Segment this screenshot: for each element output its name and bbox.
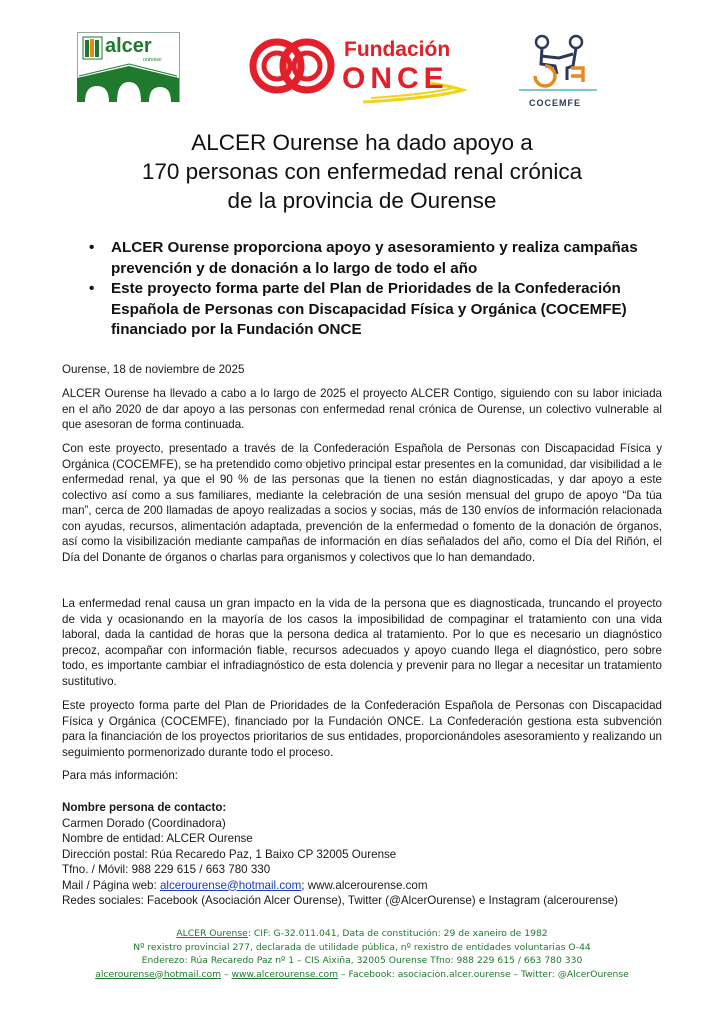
contact-email-link[interactable]: alcerourense@hotmail.com [159,878,302,892]
title-line-1: ALCER Ourense ha dado apoyo a [191,130,533,155]
alcer-logo-subname: ourense [143,57,162,63]
highlight-item [88,238,648,279]
contact-mail-web [62,878,682,894]
footer [0,927,724,981]
title-line-3: de la provincia de Ourense [227,188,497,213]
highlights-list [88,238,648,341]
cocemfe-logo [505,28,605,113]
contact-address: Dirección postal: Rúa Recaredo Paz, 1 Baixo CP 32005 Ourense [62,847,397,861]
contact-web: ; www.alcerourense.com [301,878,428,892]
alcer-logo-name: alcer [105,35,152,57]
paragraph: Este proyecto forma parte del Plan de Prioridades de la Confederación Española de Personas con Discapacidad Física y Orgánica (COCEMFE), financiado por la Fundación ONCE. La Confederación gestiona esta subvención para la financiación de los proyectos prioritarios de sus entidades, proporcionándoles asesoramiento y realizando un seguimiento pormenorizado durante todo el proceso. [62,699,662,759]
contact-entity: Nombre de entidad: ALCER Ourense [62,832,253,845]
once-logo-line1: Fundación [344,38,451,61]
highlight-text: Este proyecto forma parte del Plan de Prioridades de la Confederación Española de Personas con Discapacidad Física y Orgánica (COCEMFE) financiado por la Fundación ONCE [111,280,627,338]
footer-org-link[interactable]: ALCER Ourense [176,928,248,939]
footer-social: – Facebook: asociacion.alcer.ourense – Twitter: @AlcerOurense [338,968,629,980]
press-release-title [0,128,724,215]
paragraph: ALCER Ourense ha llevado a cabo a lo largo de 2025 el proyecto ALCER Contigo, siguiendo con su labor iniciada en el año 2020 de dar apoyo a las personas con enfermedad renal crónica de Ourense, un colectivo vulnerable al que asesoran de forma continuada. [62,387,662,431]
bullet-icon: • [89,280,95,297]
contact-mail-label: Mail / Página web: [62,878,160,892]
contact-person: Carmen Dorado (Coordinadora) [62,816,226,830]
paragraph: La enfermedad renal causa un gran impacto en la vida de la persona que es diagnosticada, truncando el proyecto de vida y ocasionando en la mayoría de los casos la imposibilidad de compaginar el tratamiento con una vida laboral, dada la cantidad de horas que la persona dedica al tratamiento. Por lo que es necesario un diagnóstico precoz, acompañar con información fiable, recursos adecuados y apoyo cuando llega el diagnóstico, pero sobre todo, es importante cambiar el infradiagnóstico de esta dolencia y prevenir para no llegar a necesitar un tratamiento sustitutivo. [62,597,662,688]
contact-heading: Nombre persona de contacto: [62,801,227,814]
paragraph: Con este proyecto, presentado a través de la Confederación Española de Personas con Discapacidad Física y Orgánica (COCEMFE), se ha pretendido como objetivo principal estar presentes en la comunidad, dar visibilidad a le enfermedad renal, ya que el 90 % de las personas que la tienen no están diagnosticadas, y dar apoyo a este colectivo así como a sus familiares, mediante la celebración de una sesión mensual del grupo de apoyo “Da túa man”, cerca de 200 llamadas de apoyo realizadas a socios y socias, más de 130 envíos de información relacionada con ayudas, recursos, alimentación adaptada, prevención de la enfermedad o fomento de la donación de órganos, así como la visibilización mediante campañas de información en días señalados del año, como el Día del Riñón, el Día del Donante de órganos o charlas para organismos y colectivos que lo han demandado. [62,442,662,564]
highlight-text: ALCER Ourense proporciona apoyo y asesoramiento y realiza campañas prevención y de donación a lo largo de todo el año [111,239,638,277]
footer-separator: – [221,968,232,980]
contact-phone: Tfno. / Móvil: 988 229 615 / 663 780 330 [62,863,271,876]
footer-line-2: Nº rexistro provincial 277, declarada de utilidade pública, nº rexistro de entidades voluntarias O-44 [133,941,591,953]
logo-header [0,28,724,118]
cocemfe-figures-icon [505,28,605,96]
footer-line-1 [0,927,724,941]
fundacion-once-logo [245,36,470,106]
cocemfe-logo-name: COCEMFE [529,98,581,108]
footer-line-3: Enderezo: Rúa Recaredo Paz nº 1 – CIS Aixiña, 32005 Ourense Tfno: 988 229 615 / 663 780 330 [141,955,583,966]
contact-block [62,800,682,909]
once-logo-line2: ONCE [342,62,449,95]
footer-cif: : CIF: G-32.011.041, Data de constitución: 29 de xaneiro de 1982 [247,928,548,939]
alcer-logo [77,32,180,102]
highlight-item [88,279,648,341]
bullet-icon: • [89,239,95,256]
footer-line-4 [0,968,724,982]
dateline: Ourense, 18 de noviembre de 2025 [62,363,245,376]
title-line-2: 170 personas con enfermedad renal crónica [141,159,583,184]
contact-social: Redes sociales: Facebook (Asociación Alcer Ourense), Twitter (@AlcerOurense) e Instagram (alcerourense) [62,894,619,907]
footer-web-link[interactable]: www.alcerourense.com [231,968,339,980]
more-info-label: Para más información: [62,769,178,782]
footer-email-link[interactable]: alcerourense@hotmail.com [95,968,222,980]
